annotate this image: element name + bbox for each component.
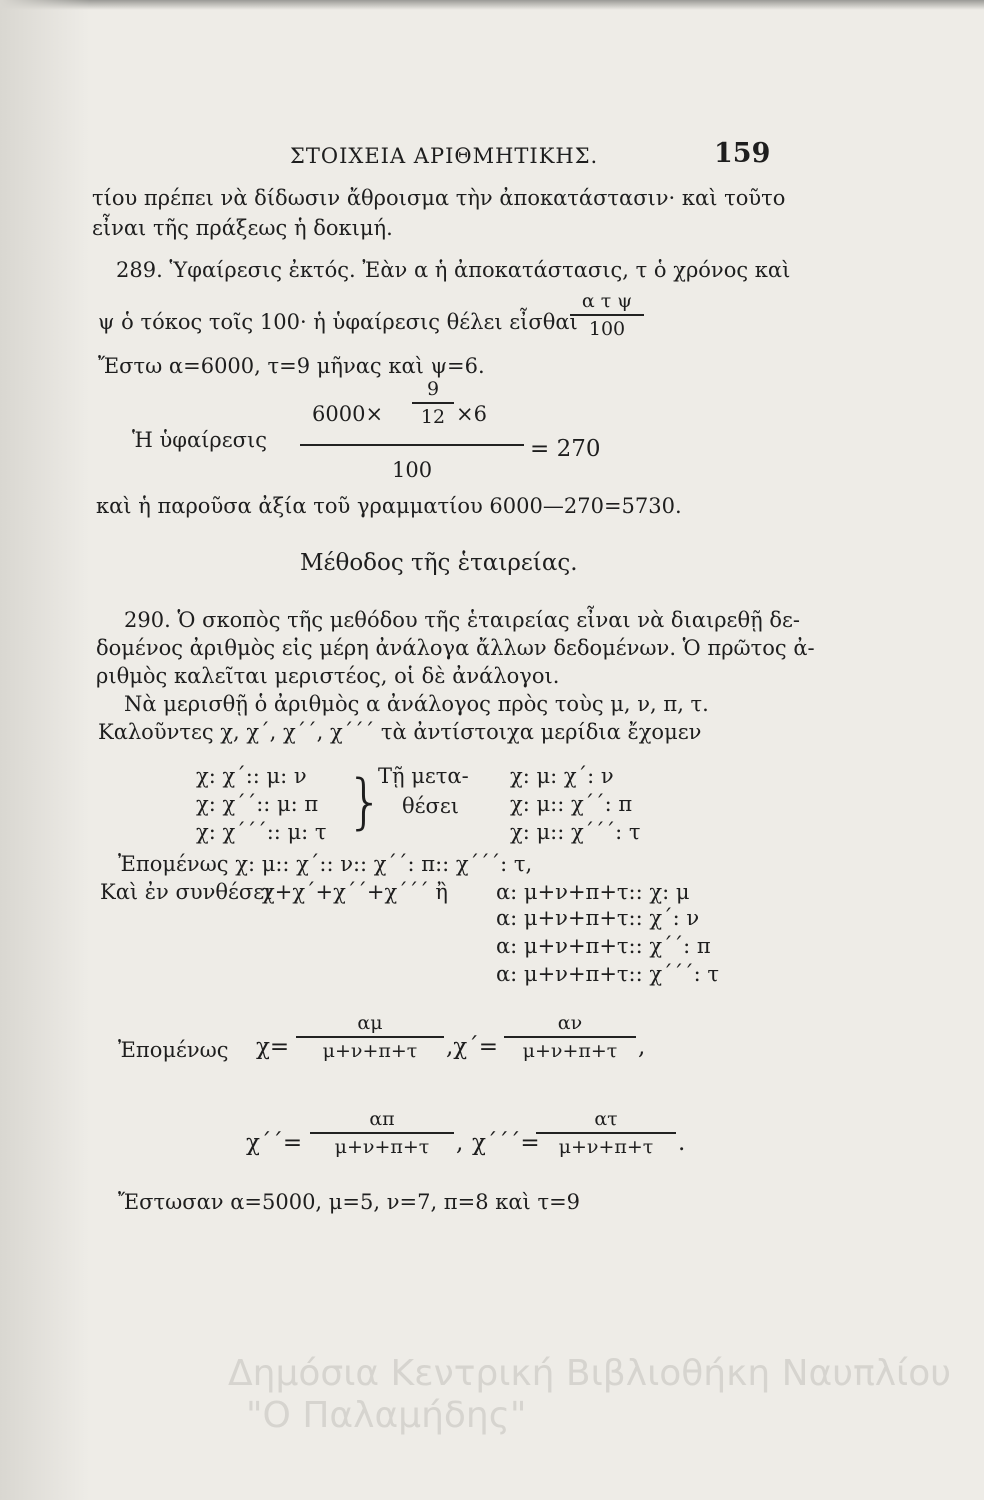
solution-x3-fraction [310,1108,454,1158]
proportion-left-2: χ: χ΄΄:: μ: π [196,792,319,816]
calc-inner-numerator: 9 [426,378,440,400]
library-watermark-line-2: "Ο Παλαμήδης" [246,1395,527,1436]
calc-inner-fraction [412,378,454,428]
composition-row-1: α: μ+ν+π+τ:: χ: μ [496,880,690,904]
section-290-line-1: 290. Ὁ σκοπὸς τῆς μεθόδου τῆς ἑταιρείας εἶναι νὰ διαιρεθῇ δε- [124,608,800,632]
section-290-line-3: ριθμὸς καλεῖται μεριστέος, οἱ δὲ ἀνάλογοι. [96,664,560,688]
proportion-right-1: χ: μ: χ΄: ν [510,764,614,788]
consequently-line: Ἐπομένως χ: μ:: χ΄:: ν:: χ΄΄: π:: χ΄΄΄: τ, [118,852,533,876]
calc-right: ×6 [456,402,487,426]
solution-x1-denominator: μ+ν+π+τ [322,1040,418,1062]
solution-x3-denominator: μ+ν+π+τ [334,1136,430,1158]
solution-x3-bar [310,1132,454,1134]
calc-inner-bar [412,402,454,404]
calc-inner-denominator: 12 [420,406,446,428]
calc-result: = 270 [530,436,601,462]
page-number: 159 [714,138,771,169]
section-290-line-2: δομένος ἀριθμὸς εἰς μέρη ἀνάλογα ἄλλων δεδομένων. Ὁ πρῶτος ἀ- [96,636,815,660]
section-289-line-2: ψ ὁ τόκος τοῖς 100· ἡ ὑφαίρεσις θέλει εἶσθαι [98,310,578,334]
solution-x4-denominator: μ+ν+π+τ [558,1136,654,1158]
section-290-line-4: Νὰ μερισθῇ ὁ ἀριθμὸς α ἀνάλογος πρὸς τοὺς μ, ν, π, τ. [124,692,709,716]
library-watermark-line-1: Δημόσια Κεντρική Βιβλιοθήκη Ναυπλίου [228,1353,952,1394]
solution-x1-numerator: αμ [357,1012,383,1034]
composition-row-2: α: μ+ν+π+τ:: χ΄: ν [496,906,700,930]
solution-x2-lhs: ,χ΄= [446,1034,499,1060]
solution-x2-numerator: αν [557,1012,583,1034]
proportion-left-1: χ: χ΄:: μ: ν [196,764,307,788]
composition-sum: χ+χ΄+χ΄΄+χ΄΄΄ ἢ [262,880,448,904]
solution-x1-bar [296,1036,444,1038]
solution-x2-denominator: μ+ν+π+τ [522,1040,618,1062]
solutions-label: Ἐπομένως [118,1038,229,1062]
proportion-brace: } [346,767,385,837]
discount-formula-denominator: 100 [588,318,626,340]
composition-row-3: α: μ+ν+π+τ:: χ΄΄: π [496,934,711,958]
intro-line-2: εἶναι τῆς πράξεως ἡ δοκιμή. [92,216,393,240]
proportion-middle-1: Τῇ μετα- [378,764,469,788]
solution-x4-numerator: ατ [594,1108,618,1130]
section-290-line-5: Καλοῦντες χ, χ΄, χ΄΄, χ΄΄΄ τὰ ἀντίστοιχα μερίδια ἔχομεν [98,720,702,744]
final-values-line: Ἔστωσαν α=5000, μ=5, ν=7, π=8 καὶ τ=9 [118,1190,581,1214]
present-value-line: καὶ ἡ παροῦσα ἀξία τοῦ γραμματίου 6000—270=5730. [96,494,682,518]
solution-x1-lhs: χ= [256,1034,290,1060]
calc-label: Ἡ ὑφαίρεσις [132,428,267,452]
calc-left: 6000× [312,402,384,426]
proportion-left-3: χ: χ΄΄΄:: μ: τ [196,820,327,844]
example-values: Ἔστω α=6000, τ=9 μῆνας καὶ ψ=6. [98,354,485,378]
proportion-middle-2: θέσει [402,794,459,818]
solution-x3-tail: , [456,1130,464,1156]
composition-label: Καὶ ἐν συνθέσει [100,880,273,904]
proportion-right-2: χ: μ:: χ΄΄: π [510,792,633,816]
solution-x2-tail: , [638,1034,646,1060]
solution-x3-numerator: απ [369,1108,395,1130]
section-heading: Μέθοδος τῆς ἑταιρείας. [300,550,578,576]
solution-x1-fraction [296,1012,444,1062]
intro-line-1: τίου πρέπει νὰ δίδωσιν ἄθροισμα τὴν ἀποκατάστασιν· καὶ τοῦτο [92,186,786,210]
running-title: ΣΤΟΙΧΕΙΑ ΑΡΙΘΜΗΤΙΚΗΣ. [290,144,599,168]
solution-x3-lhs: χ΄΄= [246,1130,303,1156]
solution-x4-bar [536,1132,676,1134]
calc-denominator: 100 [392,458,433,482]
solution-x4-lhs: χ΄΄΄= [472,1130,540,1156]
discount-formula [570,290,644,340]
solution-x2-fraction [504,1012,636,1062]
solution-x4-fraction [536,1108,676,1158]
page-fold-shadow [0,0,90,1500]
discount-formula-bar [570,314,644,316]
calc-main-bar [300,444,524,446]
section-289-line-1: 289. Ὑφαίρεσις ἐκτός. Ἐὰν α ἡ ἀποκατάστασις, τ ὁ χρόνος καὶ [116,258,791,282]
page-top-edge [0,0,984,10]
proportion-right-3: χ: μ:: χ΄΄΄: τ [510,820,641,844]
solution-x4-tail: . [678,1130,686,1156]
composition-row-4: α: μ+ν+π+τ:: χ΄΄΄: τ [496,962,719,986]
solution-x2-bar [504,1036,636,1038]
discount-formula-numerator: α τ ψ [581,290,633,312]
